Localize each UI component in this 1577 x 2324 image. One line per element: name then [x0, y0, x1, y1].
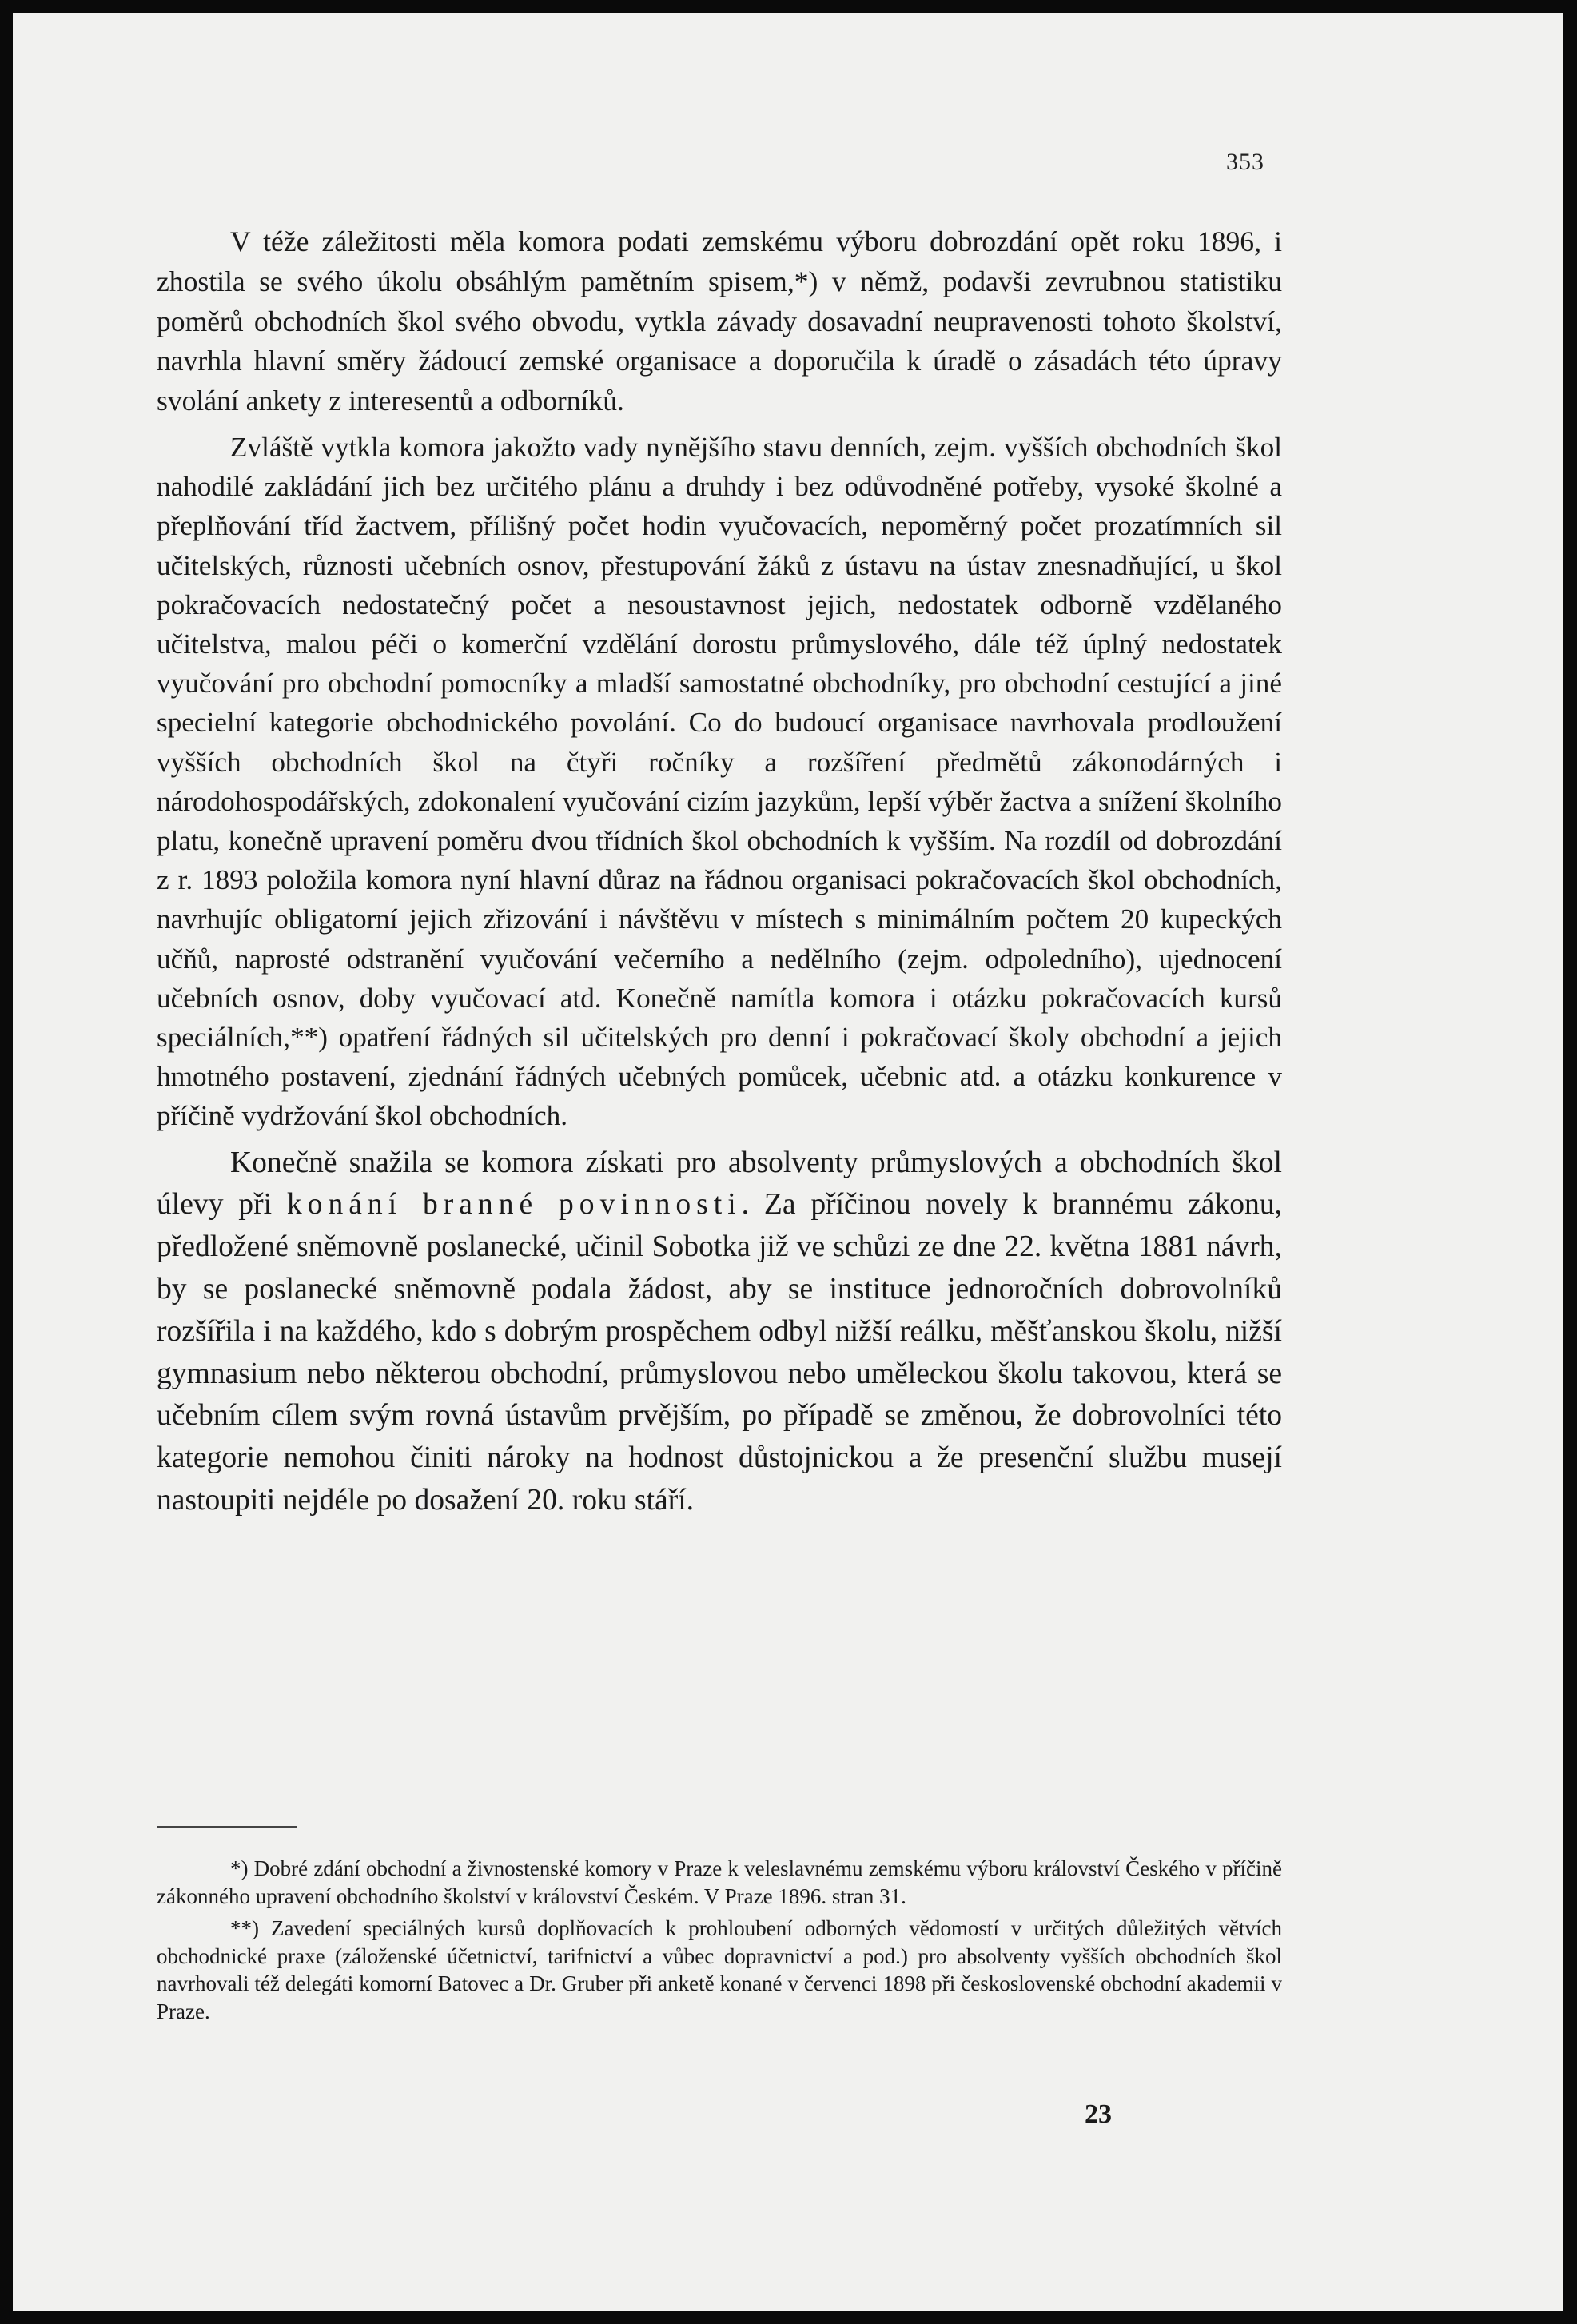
footnotes: [157, 1855, 1282, 2031]
footnote-2: **) Zavedení speciálných kursů doplňovacích k prohloubení odborných vědomostí v určitých důležitých větvích obchodnické praxe (záloženské účetnictví, tarifnictví a vůbec dopravnictví a pod.) pro absolventy vyšších obchodních škol navrhovali též delegáti komorní Batovec a Dr. Gruber při anketě konané v červenci 1898 při československé obchodní akademii v Praze.: [157, 1916, 1282, 2023]
paragraph-3-end: . Za příčinou novely k brannému zákonu, předložené sněmovně poslanecké, učinil Sobotka již ve schůzi ze dne 22. května 1881 návrh, by se poslanecké sněmovně podala žádost, aby se instituce jednoročních dobrovolníků rozšířila i na každého, kdo s dobrým prospěchem odbyl nižší reálku, měšťanskou školu, nižší gymnasium nebo některou obchodní, průmyslovou nebo uměleckou školu takovou, která se učebním cílem svým rovná ústavům prvějším, po případě se změnou, že dobrovolníci této kategorie nemohou činiti nároky na hodnost důstojnickou a že presenční službu musejí nastoupiti nejdéle po dosažení 20. roku stáří.: [157, 1188, 1283, 1517]
footnote-divider: [157, 1826, 297, 1828]
page-number-bottom: 23: [1085, 2099, 1112, 2129]
body-text: [157, 222, 1282, 1522]
paragraph-3: [157, 1142, 1282, 1522]
paragraph-1: V téže záležitosti měla komora podati zemskému výboru dobrozdání opět roku 1896, i zhostila se svého úkolu obsáhlým pamětním spisem,*) v němž, podavši zevrubnou statistiku poměrů obchodních škol svého obvodu, vytkla závady dosavadní neupravenosti tohoto školství, navrhla hlavní směry žádoucí zemské organisace a doporučila k úradě o zásadách této úpravy svolání ankety z interesentů a odborníků.: [157, 225, 1282, 417]
page-number-top: 353: [1226, 149, 1264, 175]
document-page: [13, 13, 1563, 2311]
paragraph-2: Zvláště vytkla komora jakožto vady nynějšího stavu denních, zejm. vyšších obchodních škol nahodilé zakládání jich bez určitého plánu a druhdy i bez odůvodněné potřeby, vysoké školné a přeplňování tříd žactvem, přílišný počet hodin vyučovacích, nepoměrný počet prozatímních sil učitelských, různosti učebních osnov, přestupování žáků z ústavu na ústav znesnadňující, u škol pokračovacích nedostatečný počet a nesoustavnost jejich, nedostatek odborně vzdělaného učitelstva, malou péči o komerční vzdělání dorostu průmyslového, dále též úplný nedostatek vyučování pro obchodní pomocníky a mladší samostatné obchodníky, pro obchodní cestující a jiné specielní kategorie obchodnického povolání. Co do budoucí organisace navrhovala prodloužení vyšších obchodních škol na čtyři ročníky a rozšíření předmětů zákonodárných i národohospodářských, zdokonalení vyučování cizím jazykům, lepší výběr žactva a snížení školního platu, konečně upravení poměru dvou třídních škol obchodních k vyšším. Na rozdíl od dobrozdání z r. 1893 položila komora nyní hlavní důraz na řádnou organisaci pokračovacích škol obchodních, navrhujíc obligatorní jejich zřizování i návštěvu v místech s minimálním počtem 20 kupeckých učňů, naprosté odstranění vyučování večerního a nedělního (zejm. odpoledního), ujednocení učebních osnov, doby vyučovací atd. Konečně namítla komora i otázku pokračovacích kursů speciálních,**) opatření řádných sil učitelských pro denní i pokračovací školy obchodní a jejich hmotného postavení, zjednání řádných učebných pomůcek, učebnic atd. a otázku konkurence v příčině vydržování škol obchodních.: [157, 431, 1282, 1132]
footnote-1: *) Dobré zdání obchodní a živnostenské komory v Praze k veleslavnému zemskému výboru království Českého v příčině zákonného upravení obchodního školství v království Českém. V Praze 1896. stran 31.: [157, 1856, 1282, 1908]
paragraph-3-emphasis: konání branné povinnosti: [286, 1188, 742, 1222]
paragraph-3-start: Konečně snažila se komora získati pro absolventy průmyslových a obchodních škol úlevy při: [157, 1146, 1282, 1222]
